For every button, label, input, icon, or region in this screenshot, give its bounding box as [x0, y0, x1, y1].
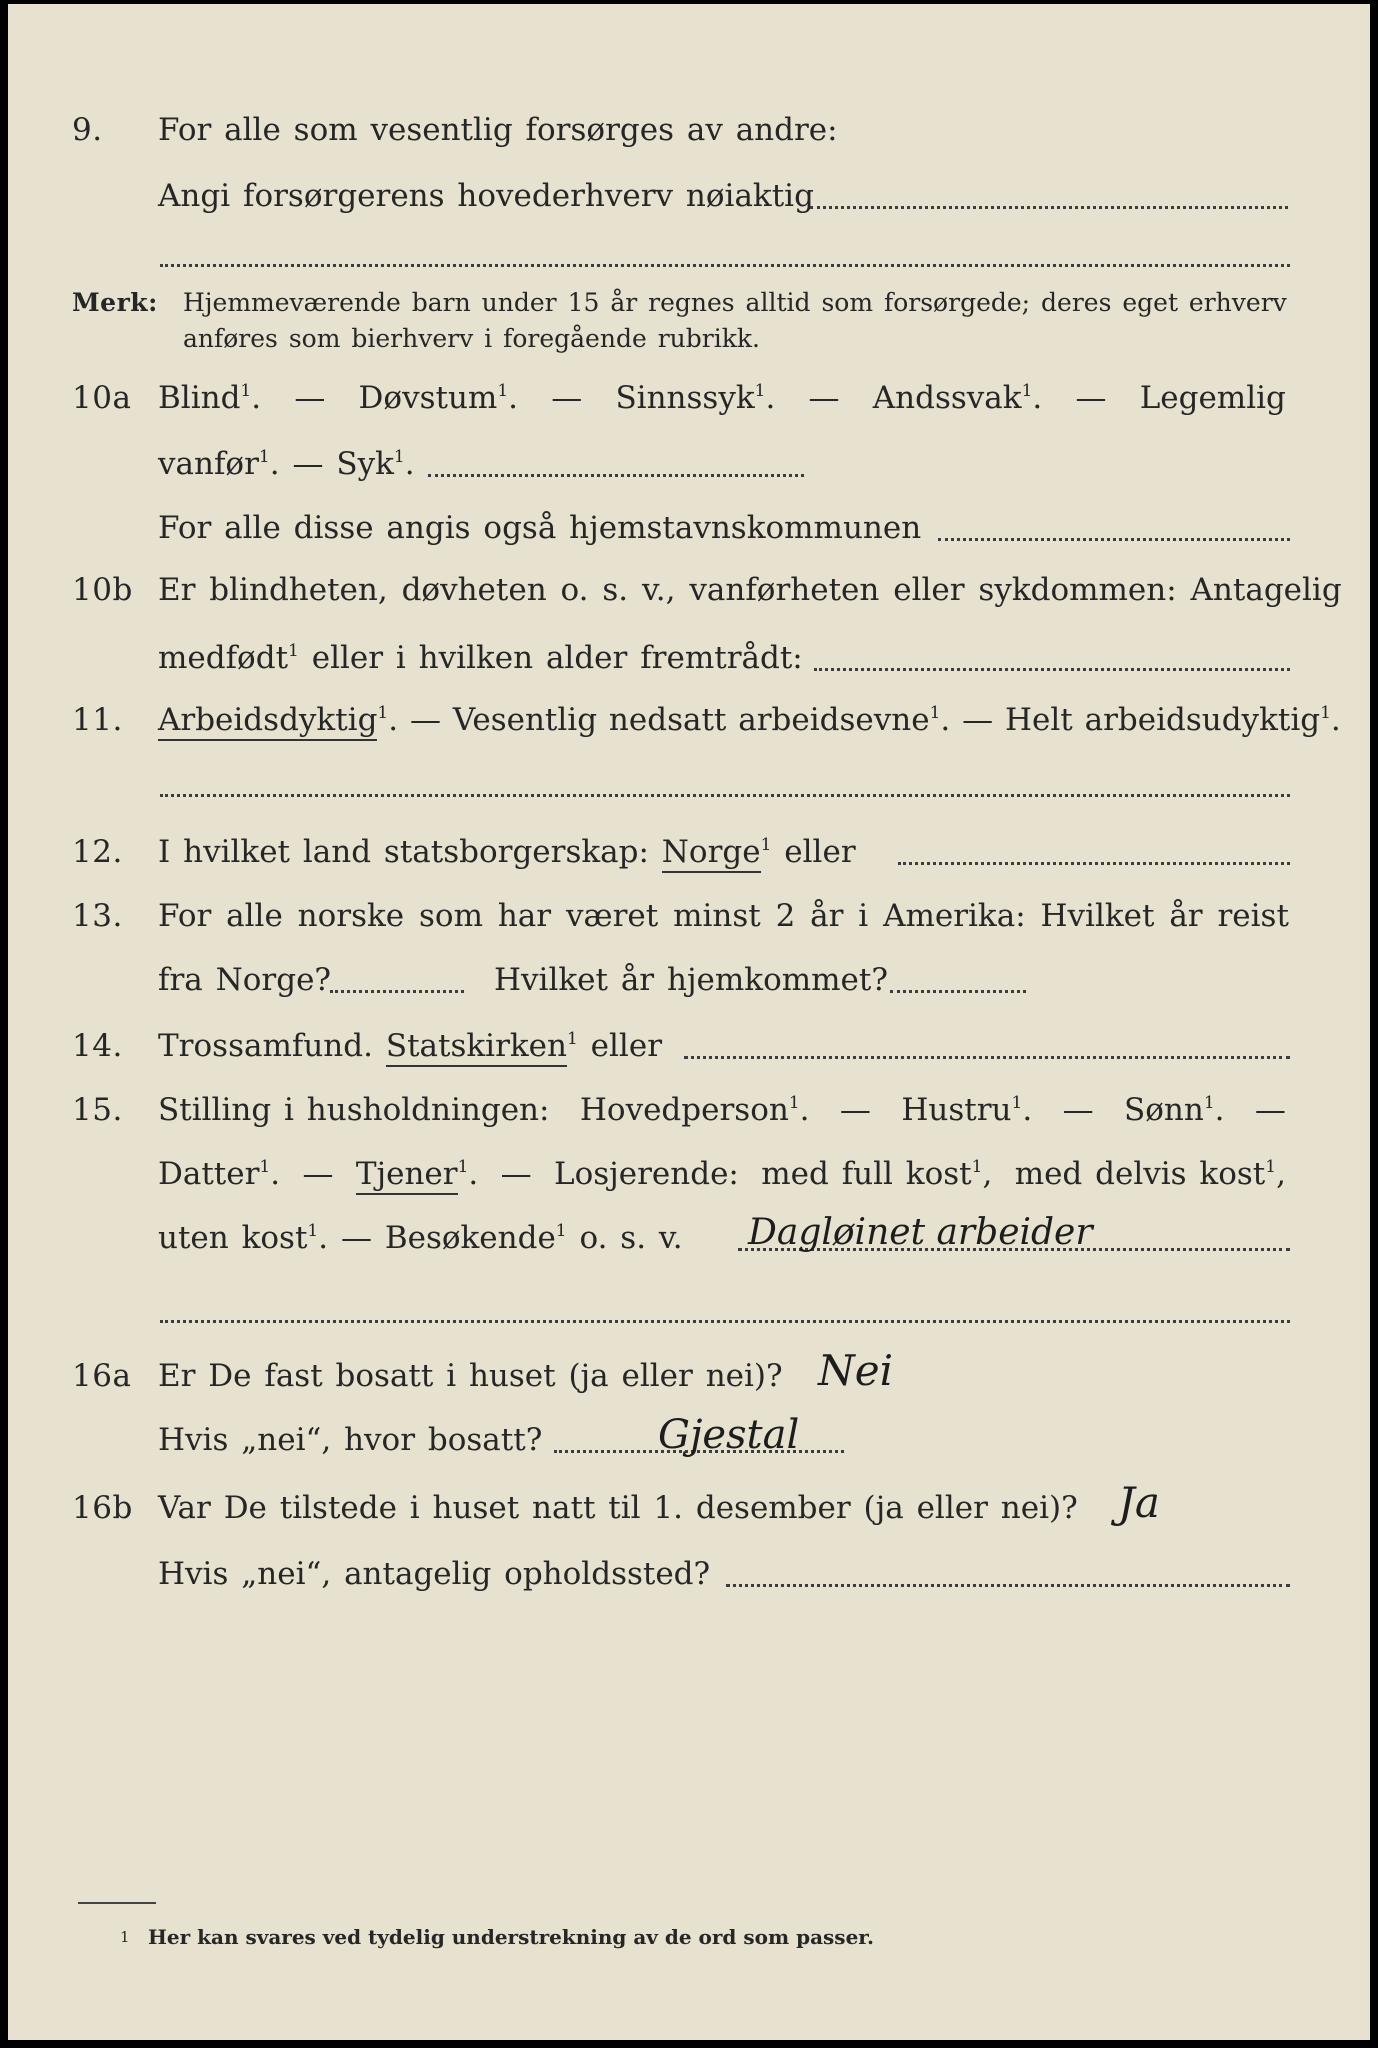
question-11 — [8, 702, 1370, 762]
punct: . — [940, 702, 951, 738]
punct: . — [1330, 702, 1341, 738]
dash: — — [808, 380, 840, 416]
footnote-ref: 1 — [1011, 1093, 1023, 1113]
dash: — — [302, 1156, 334, 1192]
footnote-ref: 1 — [393, 447, 405, 467]
question-14 — [8, 1028, 1370, 1088]
question-text: Hvilket år hjemkommet? — [494, 962, 888, 998]
answer-line[interactable] — [890, 990, 1026, 993]
footnote-text: Her kan svares ved tydelig understrekning av de ord som passer. — [148, 1925, 874, 1949]
option-helt-arbeidsudyktig[interactable]: Helt arbeidsudyktig — [1004, 702, 1321, 738]
option-vesentlig-nedsatt[interactable]: Vesentlig nedsatt arbeidsevne — [452, 702, 930, 738]
answer-line[interactable] — [428, 474, 804, 477]
question-10b-line-2 — [8, 640, 1370, 700]
footnote-ref: 1 — [566, 1029, 578, 1049]
footnote-marker: 1 — [120, 1928, 130, 1946]
note-text: anføres som bierhverv i foregående rubrikk. — [183, 324, 760, 353]
question-number: 15. — [72, 1092, 123, 1128]
footnote-ref: 1 — [240, 381, 252, 401]
question-text: For alle norske som har været minst 2 år i Amerika: Hvilket år reist — [158, 898, 1289, 934]
question-text: Angi forsørgerens hovederhverv nøiaktig — [158, 178, 814, 214]
footnote-ref: 1 — [288, 641, 299, 661]
dash: — — [500, 1156, 532, 1192]
answer-line[interactable] — [810, 206, 1288, 209]
question-15-line-3 — [8, 1212, 1370, 1280]
footnote-ref: 1 — [1021, 381, 1033, 401]
question-number: 9. — [72, 112, 103, 148]
question-text: Stilling i husholdningen: — [158, 1092, 550, 1128]
punct: . — [1214, 1092, 1225, 1128]
option-vanfor[interactable]: vanfør — [158, 446, 259, 482]
dash: — — [292, 446, 324, 482]
punct: . — [1032, 380, 1043, 416]
option-hovedperson[interactable]: Hovedperson — [579, 1092, 789, 1128]
question-10a-line-3 — [8, 510, 1370, 570]
question-text: Hvis „nei“, antagelig opholdssted? — [158, 1556, 711, 1592]
question-text: For alle som vesentlig forsørges av andre: — [158, 112, 838, 148]
question-text — [158, 1028, 662, 1064]
footnote-ref: 1 — [1320, 703, 1331, 723]
option-legemlig[interactable]: Legemlig — [1139, 380, 1286, 416]
punct: . — [270, 1156, 281, 1192]
census-form-page — [8, 4, 1370, 2040]
punct: . — [318, 1220, 329, 1256]
option-uten-kost[interactable]: uten kost — [158, 1220, 308, 1256]
footnote-ref: 1 — [259, 1157, 271, 1177]
question-text: Er blindheten, døvheten o. s. v., vanførheten eller sykdommen: Antagelig — [158, 572, 1342, 608]
punct: . — [404, 446, 415, 482]
option-statskirken[interactable]: Statskirken — [386, 1028, 567, 1067]
dash: — — [551, 380, 583, 416]
answer-line[interactable] — [330, 990, 464, 993]
dash: — — [1062, 1092, 1094, 1128]
footnote-ref: 1 — [760, 835, 772, 855]
question-9 — [8, 112, 1370, 172]
question-number: 16a — [72, 1358, 132, 1394]
option-datter[interactable]: Datter — [158, 1156, 260, 1192]
footnote-ref: 1 — [929, 703, 941, 723]
footnote-ref: 1 — [555, 1221, 567, 1241]
question-text: fra Norge? — [158, 962, 332, 998]
question-text: eller — [784, 834, 856, 870]
answer-line[interactable] — [684, 1056, 1290, 1059]
option-sinnssyk[interactable]: Sinnssyk — [615, 380, 755, 416]
footnote-ref: 1 — [377, 703, 389, 723]
punct: . — [468, 1156, 479, 1192]
punct: . — [269, 446, 280, 482]
option-dovstum[interactable]: Døvstum — [358, 380, 498, 416]
option-med-full-kost[interactable]: med full kost — [761, 1156, 972, 1192]
option-besokende[interactable]: Besøkende — [384, 1220, 556, 1256]
option-norge[interactable]: Norge — [662, 834, 761, 873]
footnote-ref: 1 — [754, 381, 766, 401]
punct: . — [508, 380, 518, 416]
question-9-line-2 — [8, 178, 1370, 238]
punct: . — [388, 702, 399, 738]
question-16a — [8, 1346, 1370, 1418]
question-text: I hvilket land statsborgerskap: — [158, 834, 649, 870]
option-arbeidsdyktig[interactable]: Arbeidsdyktig — [158, 702, 377, 741]
dash: — — [1075, 380, 1107, 416]
option-hustru[interactable]: Hustru — [901, 1092, 1012, 1128]
option-med-delvis-kost[interactable]: med delvis kost — [1014, 1156, 1266, 1192]
question-16b-line-2 — [8, 1556, 1370, 1616]
question-text: Hvis „nei“, hvor bosatt? — [158, 1422, 543, 1458]
question-text — [158, 1092, 1286, 1128]
question-text: Var De tilstede i huset natt til 1. desember (ja eller nei)? — [158, 1490, 1078, 1526]
option-syk[interactable]: Syk — [336, 446, 394, 482]
question-text — [158, 1220, 683, 1256]
punct: . — [765, 380, 776, 416]
option-andssvak[interactable]: Andssvak — [872, 380, 1022, 416]
punct: . — [799, 1092, 810, 1128]
question-10a — [8, 380, 1370, 440]
footnote-ref: 1 — [971, 1157, 983, 1177]
dash: — — [340, 1220, 372, 1256]
question-text — [158, 834, 856, 870]
question-number: 10a — [72, 380, 132, 416]
handwritten-answer-occupation: Dagløinet arbeider — [748, 1212, 1093, 1253]
question-number: 11. — [72, 702, 123, 738]
question-15-line-2 — [8, 1156, 1370, 1216]
answer-line[interactable] — [898, 862, 1290, 865]
footnote-rule — [78, 1902, 156, 1904]
footnote-ref: 1 — [1203, 1093, 1215, 1113]
question-text — [158, 640, 803, 676]
question-number: 16b — [72, 1490, 133, 1526]
question-13 — [8, 898, 1370, 958]
answer-line[interactable] — [938, 538, 1290, 541]
question-text: Trossamfund. — [158, 1028, 373, 1064]
option-medfodt[interactable]: medfødt — [158, 640, 289, 676]
handwritten-answer-fast-bosatt: Nei — [818, 1346, 894, 1395]
footnote-ref: 1 — [258, 447, 270, 467]
punct: . — [251, 380, 262, 416]
dash: — — [962, 702, 994, 738]
question-text: eller i hvilken alder fremtrådt: — [311, 640, 803, 676]
question-13-line-2 — [8, 962, 1370, 1022]
dash: — — [409, 702, 441, 738]
question-text: Er De fast bosatt i huset (ja eller nei)? — [158, 1358, 783, 1394]
handwritten-answer-tilstede: Ja — [1118, 1478, 1160, 1527]
handwritten-answer-bosted: Gjestal — [658, 1412, 800, 1458]
note-merk-line-2 — [8, 324, 1370, 384]
question-text — [158, 446, 415, 482]
question-text: Datter$^1$. — Tjener$^1$. — Losjerende: med full kost$^1$, med delvis kost$^1$, — [158, 1156, 1286, 1192]
answer-line[interactable] — [814, 668, 1290, 671]
question-number: 12. — [72, 834, 123, 870]
question-12 — [8, 834, 1370, 894]
question-text: eller — [590, 1028, 663, 1064]
question-number: 10b — [72, 572, 133, 608]
footnote-ref: 1 — [788, 1093, 800, 1113]
answer-line[interactable] — [160, 794, 1290, 797]
answer-line[interactable] — [160, 1320, 1290, 1323]
question-text: o. s. v. — [579, 1220, 683, 1256]
footnote-ref: 1 — [1265, 1157, 1277, 1177]
note-label: Merk: — [72, 288, 158, 317]
question-16b — [8, 1478, 1370, 1550]
question-10b — [8, 572, 1370, 632]
dash: — — [839, 1092, 871, 1128]
answer-line[interactable] — [160, 264, 1290, 267]
question-16a-line-2 — [8, 1412, 1370, 1482]
punct: . — [1022, 1092, 1033, 1128]
option-sonn[interactable]: Sønn — [1123, 1092, 1204, 1128]
option-blind[interactable]: Blind — [158, 380, 241, 416]
question-15 — [8, 1092, 1370, 1152]
question-number: 13. — [72, 898, 123, 934]
dash: — — [294, 380, 326, 416]
question-text: For alle disse angis også hjemstavnskommunen — [158, 510, 922, 546]
question-10a-line-2 — [8, 446, 1370, 506]
footnote-ref: 1 — [457, 1157, 469, 1177]
footnote-ref: 1 — [497, 381, 509, 401]
question-text — [158, 702, 1341, 738]
option-tjener[interactable]: Tjener — [356, 1156, 458, 1195]
question-text: Losjerende: — [554, 1156, 739, 1192]
footnote-ref: 1 — [307, 1221, 319, 1241]
question-text — [158, 380, 1286, 416]
dash: — — [1254, 1092, 1286, 1128]
note-text: Hjemmeværende barn under 15 år regnes alltid som forsørgede; deres eget erhverv — [183, 288, 1287, 317]
answer-line[interactable] — [726, 1584, 1290, 1587]
question-number: 14. — [72, 1028, 123, 1064]
